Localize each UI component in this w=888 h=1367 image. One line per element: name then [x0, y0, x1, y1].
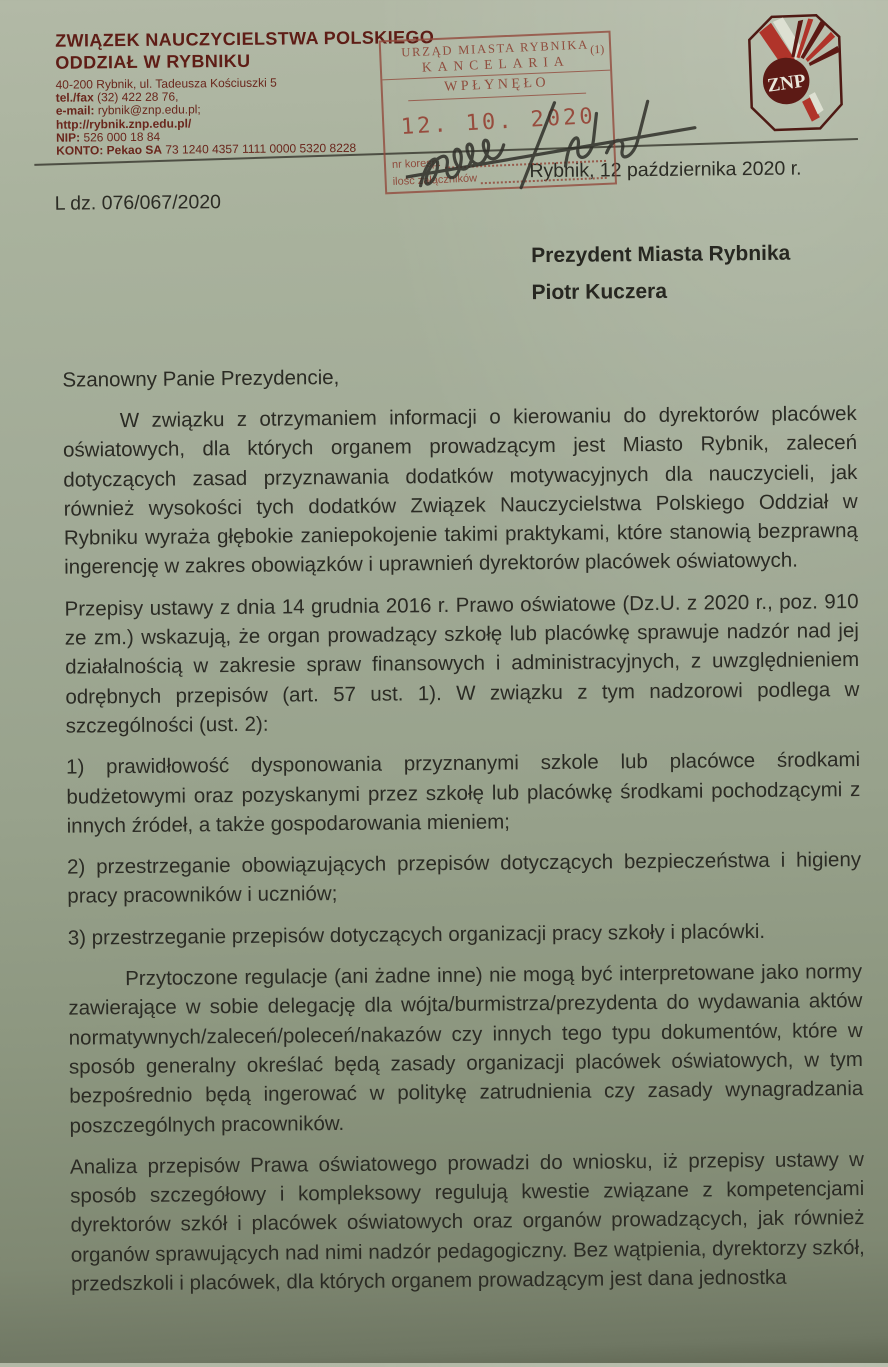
body-paragraph: W związku z otrzymaniem informacji o kierowaniu do dyrektorów placówek oświatowych, dla których organem prowadzącym jest Miasto Rybnik, zaleceń dotyczących zasad przyznawania dodatków motywacyjnych dla nauczycieli, jak również wysokości tych dodatków Związek Nauczycielstwa Polskiego Oddział w Rybniku wyraża głębokie zaniepokojenie takimi praktykami, które stanowią bezprawną ingerencję w zakres obowiązków i uprawnień dyrektorów placówek oświatowych.	[62, 402, 858, 580]
body-paragraph: Przytoczone regulacje (ani żadne inne) nie mogą być interpretowane jako normy zawierające w sobie delegację dla wójta/burmistrza/prezydenta do wydawania aktów normatywnych/zaleceń/poleceń/nakazów czy innych tego typu dokumentów, które w sposób generalny określać będą zasady organizacji placówek oświatowych, w tym bezpośrednio będą ingerować w politykę zatrudnienia czy zasady wynagradzania poszczególnych pracowników.	[68, 960, 864, 1138]
recipient-name: Piotr Kuczera	[531, 279, 668, 305]
letterhead	[55, 26, 435, 158]
place-and-date: Rybnik, 12 października 2020 r.	[529, 157, 802, 183]
stamp-field-attachments-count: ilość załączników	[392, 162, 607, 188]
znp-logo-icon	[745, 11, 845, 134]
body-paragraph: Analiza przepisów Prawa oświatowego prowadzi do wniosku, iż przepisy ustawy w sposób szczegółowy i kompleksowy regulują kwestie związane z kompetencjami dyrektorów szkół i placówek oświatowych oraz organów prowadzących, jak również organów sprawujących nad nimi nadzór pedagogiczny. Bez wątpienia, dyrektorzy szkół, przedszkoli i placówek, dla których organem prowadzącym jest dana jednostka	[69, 1147, 865, 1296]
org-telephone: tel./fax (32) 422 28 76,	[55, 89, 179, 105]
salutation: Szanowny Panie Prezydencie,	[62, 365, 340, 392]
body-list-item: 1) prawidłowość dysponowania przyznanymi szkole lub placówce środkami budżetowymi oraz pozyskanymi przez szkołę lub placówkę środkami pochodzącymi z innych źródeł, a także gospodarowania mieniem;	[66, 748, 861, 838]
stamp-department: KANCELARIA	[382, 52, 611, 81]
stamp-received-label: WPŁYNĘŁO	[407, 72, 586, 102]
stamp-field-correspondence-number: nr koresp.	[392, 145, 607, 171]
reference-number: L dz. 076/067/2020	[54, 191, 222, 215]
org-name-line1: ZWIĄZEK NAUCZYCIELSTWA POLSKIEGO	[55, 27, 435, 51]
letter-body	[63, 399, 866, 1311]
org-bank-account: KONTO: Pekao SA 73 1240 4357 1111 0000 5320 8228	[56, 140, 357, 158]
body-list-item: 2) przestrzeganie obowiązujących przepisów dotyczących bezpieczeństwa i higieny pracy pracowników i uczniów;	[66, 848, 862, 909]
znp-logo-text: ZNP	[766, 70, 808, 97]
stamp-office-name: URZĄD MIASTA RYBNIKA	[400, 37, 590, 60]
stamp-paren: (1)	[589, 41, 605, 57]
org-email: e-mail: rybnik@znp.edu.pl;	[55, 102, 201, 119]
org-address: 40-200 Rybnik, ul. Tadeusza Kościuszki 5	[55, 75, 277, 92]
org-name-line2: ODDZIAŁ W RYBNIKU	[55, 50, 251, 73]
recipient-block	[531, 235, 791, 311]
body-paragraph: Przepisy ustawy z dnia 14 grudnia 2016 r. Prawo oświatowe (Dz.U. z 2020 r., poz. 910 ze zm.) wskazują, że organ prowadzący szkołę lub placówkę sprawuje nadzór nad jej działalnością w zakresie spraw finansowych i administracyjnych, z uwzględnieniem odrębnych przepisów (art. 57 ust. 1). W związku z tym nadzorowi podlega w szczególności (ust. 2):	[64, 589, 860, 738]
handwritten-note	[400, 83, 708, 216]
body-list-item: 3) przestrzeganie przepisów dotyczących organizacji pracy szkoły i placówki.	[67, 919, 766, 950]
org-website: http://rybnik.znp.edu.pl/	[55, 116, 192, 132]
recipient-title: Prezydent Miasta Rybnika	[531, 241, 791, 268]
org-nip: NIP: 526 000 18 84	[56, 129, 161, 145]
stamp-date: 12. 10. 2020	[400, 103, 597, 140]
